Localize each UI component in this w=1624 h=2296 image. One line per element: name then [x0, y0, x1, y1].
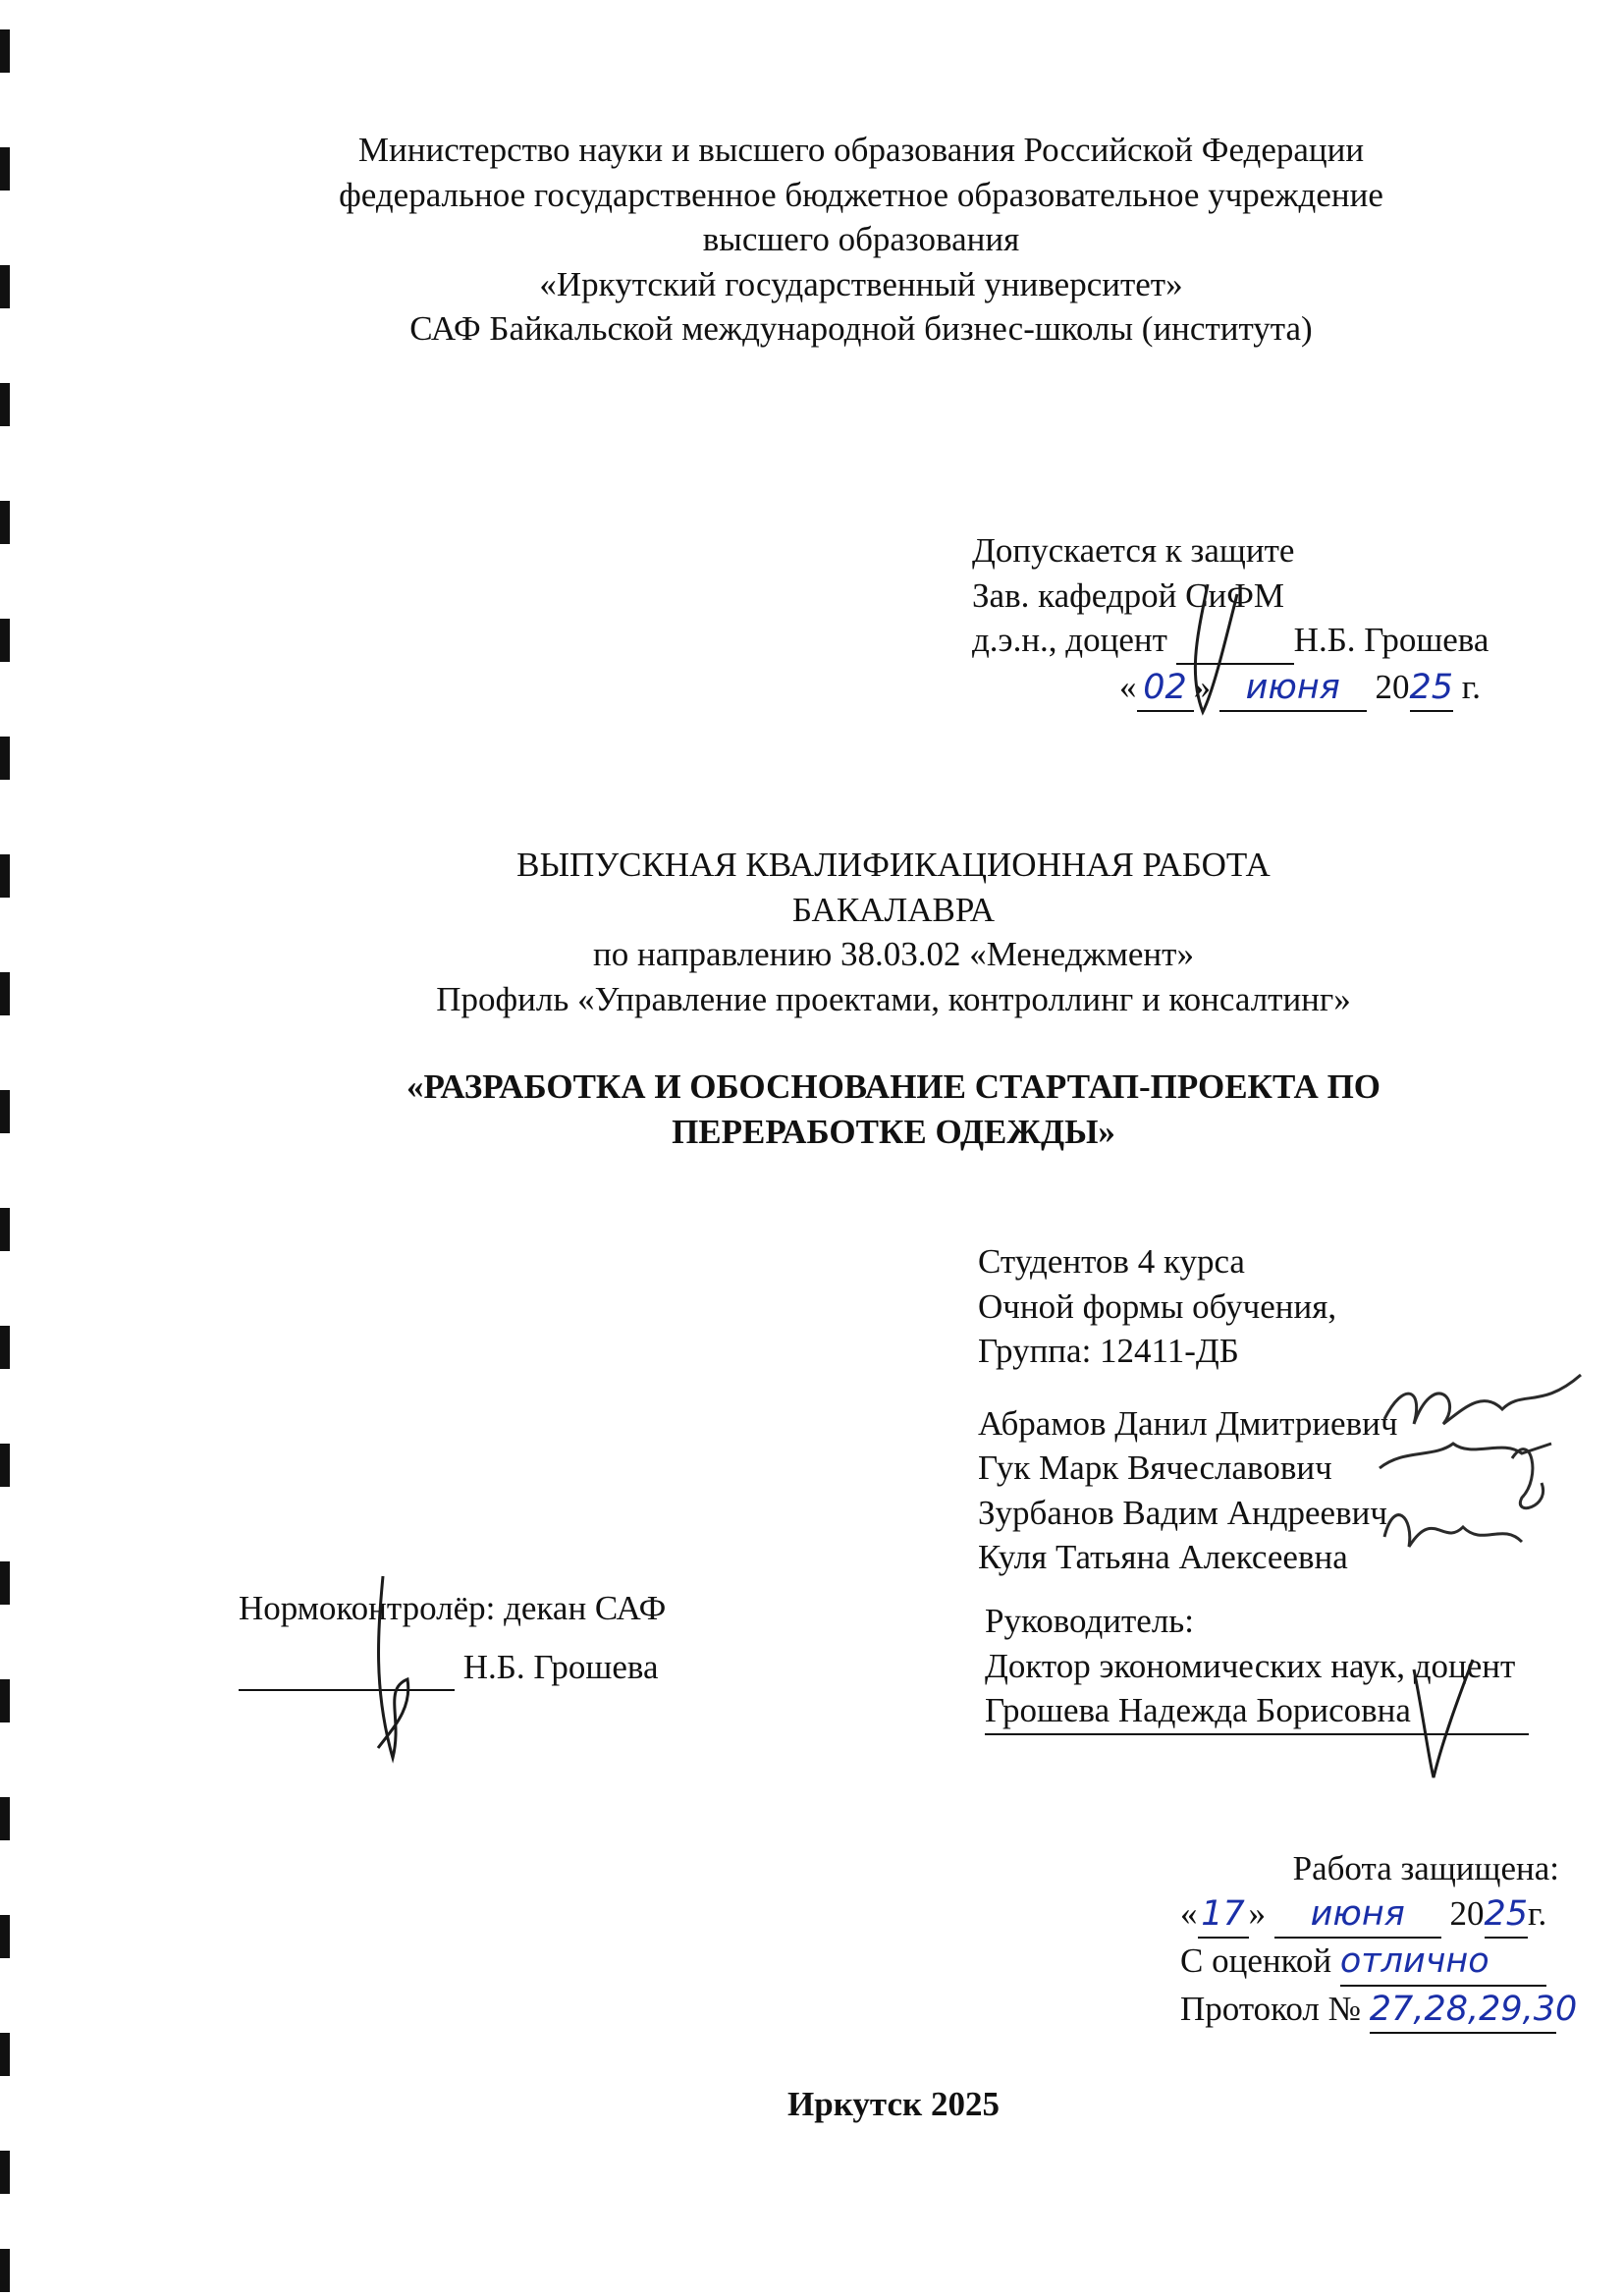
footer-city-year: Иркутск 2025 [787, 2085, 1000, 2123]
work-type-line2: БАКАЛАВРА [791, 890, 996, 929]
header-education-level: высшего образования [702, 220, 1020, 258]
student-name: Абрамов Данил Дмитриевич [978, 1403, 1398, 1443]
defense-protocol: Протокол № 27,28,29,30 [1180, 1987, 1559, 2035]
students-block [978, 1239, 1397, 1580]
defense-block [1180, 1846, 1578, 2034]
admission-day: 02 [1137, 666, 1194, 713]
defense-date: « 17 » июня 2025г. [1180, 1891, 1559, 1940]
work-direction: по направлению 38.03.02 «Менеджмент» [593, 935, 1194, 973]
admission-signature-line: д.э.н., доцент Н.Б. Грошева [972, 618, 1489, 665]
defense-year: 25 [1485, 1892, 1529, 1940]
normcontrol-signature-line [239, 1645, 666, 1692]
header-block [147, 128, 1575, 352]
work-title [147, 1065, 1624, 1154]
admission-signature-icon [1159, 574, 1267, 722]
students-group: Группа: 12411-ДБ [978, 1332, 1239, 1370]
header-institution-type: федеральное государственное бюджетное образовательное учреждение [339, 175, 1383, 214]
defense-grade: С оценкой отлично [1180, 1939, 1559, 1987]
defense-month: июня [1274, 1892, 1441, 1940]
header-ministry: Министерство науки и высшего образования Российской Федерации [357, 131, 1365, 169]
admission-year: 25 [1410, 666, 1454, 713]
defense-label: Работа защищена: [1292, 1849, 1559, 1887]
admission-signer-name: Н.Б. Грошева [1293, 621, 1489, 659]
work-title-line1: «РАЗРАБОТКА И ОБОСНОВАНИЕ СТАРТАП-ПРОЕКТА ПО [406, 1067, 1381, 1106]
binding-marks [0, 0, 12, 2296]
header-school: САФ Байкальской международной бизнес-школы (института) [409, 309, 1313, 348]
normcontrol-block [239, 1586, 666, 1691]
students-signatures-icon [1375, 1350, 1600, 1576]
student-name: Зурбанов Вадим Андреевич [978, 1493, 1387, 1532]
normcontrol-name: Н.Б. Грошева [462, 1647, 659, 1686]
admission-date: « 02 » июня 2025 г. [1119, 665, 1489, 713]
defense-grade-value: отлично [1340, 1940, 1546, 1987]
students-course: Студентов 4 курса [978, 1242, 1245, 1281]
admission-title: Допускается к защите [972, 531, 1295, 570]
work-block [147, 843, 1624, 1021]
work-profile: Профиль «Управление проектами, контроллинг и консалтинг» [436, 979, 1351, 1018]
student-name: Куля Татьяна Алексеевна [978, 1538, 1348, 1576]
supervisor-signature-icon [1404, 1650, 1483, 1787]
admission-head: Зав. кафедрой СиФМ [972, 575, 1284, 615]
supervisor-name: Грошева Надежда Борисовна [985, 1688, 1529, 1735]
work-title-line2: ПЕРЕРАБОТКЕ ОДЕЖДЫ» [672, 1112, 1115, 1151]
normcontrol-label: Нормоконтролёр: декан САФ [239, 1589, 667, 1627]
normcontrol-signature-icon [353, 1571, 442, 1768]
defense-protocol-value: 27,28,29,30 [1370, 1988, 1556, 2035]
work-type-line1: ВЫПУСКНАЯ КВАЛИФИКАЦИОННАЯ РАБОТА [516, 846, 1271, 884]
header-university: «Иркутский государственный университет» [539, 264, 1183, 303]
student-name: Гук Марк Вячеславович [978, 1449, 1332, 1487]
students-form: Очной формы обучения, [978, 1286, 1337, 1326]
supervisor-label: Руководитель: [985, 1602, 1194, 1640]
admission-month: июня [1219, 666, 1367, 713]
defense-day: 17 [1198, 1892, 1249, 1940]
supervisor-degree: Доктор экономических наук, доцент [985, 1646, 1516, 1685]
